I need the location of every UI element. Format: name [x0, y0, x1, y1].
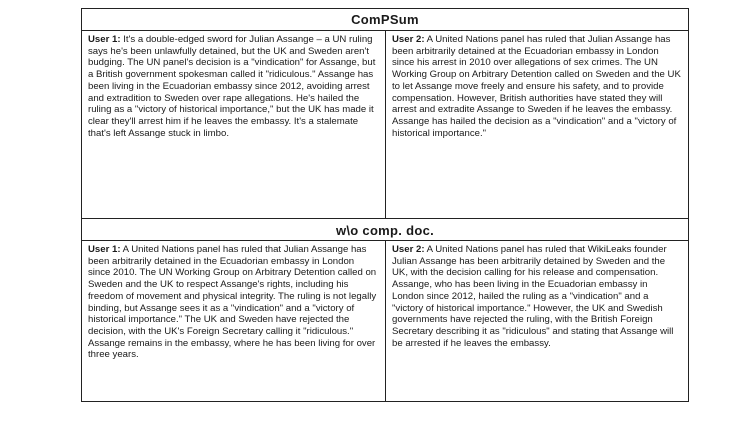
comparison-table [81, 8, 689, 402]
summary-text: A United Nations panel has ruled that Julian Assange has been arbitrarily detained in the Ecuadorian embassy in London since 2010. The UN Working Group on Arbitrary Detention called on Sweden and the UK to respect Assange's rights, including his freedom of movement and physical integrity. The ruling is not legally binding, but Assange sees it as a "vindication" and a "victory of historical importance." The UK and Sweden have rejected the decision, with the UK's Foreign Secretary calling it "ridiculous." Assange remains in the embassy, where he has been living for over three years. [88, 244, 377, 361]
speaker-label: User 2: [392, 244, 425, 255]
nocomp-user2-cell [385, 241, 688, 401]
section-header-compsum: ComPSum [82, 9, 688, 31]
section-header-without-comp-doc: w\o comp. doc. [82, 218, 688, 241]
speaker-label: User 1: [88, 244, 121, 255]
speaker-label: User 1: [88, 34, 121, 45]
nocomp-user1-cell [82, 241, 385, 401]
summary-text: It's a double-edged sword for Julian Assange – a UN ruling says he's been unlawfully detained, but the UK and Sweden aren't budging. The UN panel's decision is a "vindication" for Assange, but a British government spokesman called it "ridiculous." Assange has been living in the Ecuadorian embassy since 2012, avoiding arrest and extradition to Sweden over rape allegations. He's hailed the ruling as a "victory of historical importance," but the UK has made it clear they'll arrest him if he leaves the embassy. It's a stalemate that's left Assange stuck in limbo. [88, 34, 376, 139]
summary-text: A United Nations panel has ruled that Julian Assange has been arbitrarily detained at the Ecuadorian embassy in London since his arrest in 2010 over allegations of sex crimes. The UN Working Group on Arbitrary Detention called on Sweden and the UK to let Assange move freely and ensure his safety, and to provide compensation. However, British authorities have stated they will arrest and extradite Assange to Sweden if he leaves the embassy. Assange has hailed the decision as a "vindication" and a "victory of historical importance." [392, 34, 681, 139]
summary-text: A United Nations panel has ruled that WikiLeaks founder Julian Assange has been arbitrarily detained by Sweden and the UK, with the decision calling for his release and compensation. Assange, who has been living in the Ecuadorian embassy in London since 2012, hailed the ruling as a "vindication" and a "victory of historical importance." However, the UK and Swedish governments have rejected the ruling, with the British Foreign Secretary describing it as "ridiculous" and stating that Assange will be arrested if he leaves the embassy. [392, 244, 674, 349]
speaker-label: User 2: [392, 34, 425, 45]
compsum-user2-cell [385, 31, 688, 218]
compsum-user1-cell [82, 31, 385, 218]
